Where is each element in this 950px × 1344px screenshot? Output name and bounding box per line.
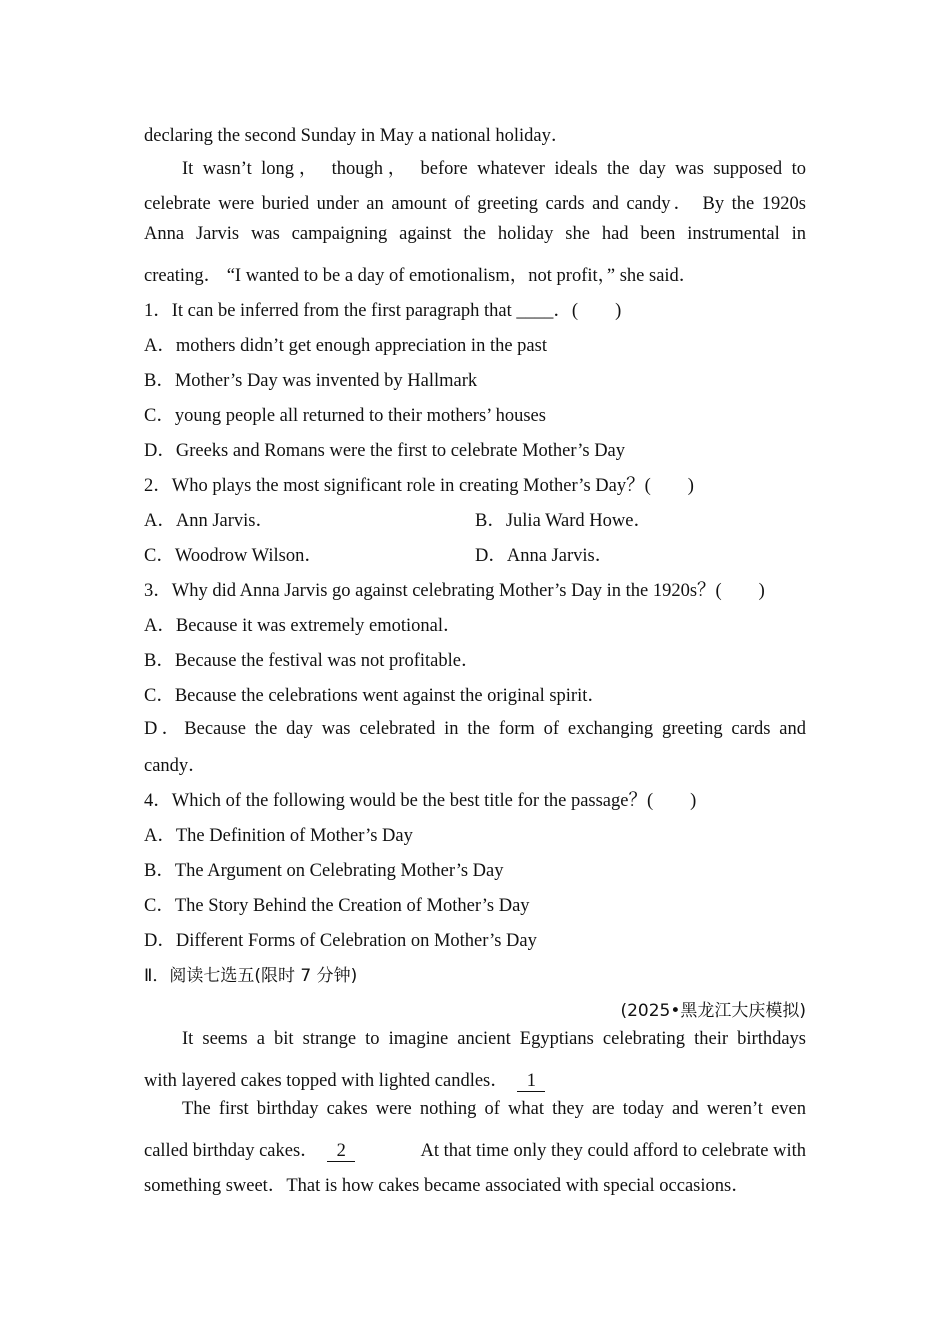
question-3-option-d-continued: candy． xyxy=(144,756,207,776)
question-2-options-row xyxy=(144,539,806,574)
question-1-option-c[interactable]: C．young people all returned to their mothers’ houses xyxy=(144,406,546,426)
question-3-option-d[interactable]: D．Because the day was celebrated in the form of exchanging greeting cards and xyxy=(144,719,806,739)
passage-line: It wasn’t long， though， before whatever ideals the day was supposed to xyxy=(182,159,806,179)
passage-line: declaring the second Sunday in May a national holiday． xyxy=(144,126,570,146)
question-2-option-a[interactable]: A．Ann Jarvis． xyxy=(144,511,275,531)
question-3-option-a[interactable]: A．Because it was extremely emotional． xyxy=(144,616,462,636)
question-1-option-b[interactable]: B．Mother’s Day was invented by Hallmark xyxy=(144,371,478,391)
passage-line: Anna Jarvis was campaigning against the holiday she had been instrumental in xyxy=(144,224,806,244)
passage-text: called birthday cakes． xyxy=(144,1141,319,1161)
document-page xyxy=(144,119,806,1204)
question-3-option-b[interactable]: B．Because the festival was not profitable． xyxy=(144,651,480,671)
question-1-option-d[interactable]: D．Greeks and Romans were the first to celebrate Mother’s Day xyxy=(144,441,626,461)
question-2-option-d[interactable]: D．Anna Jarvis． xyxy=(475,546,614,566)
question-4-option-d[interactable]: D．Different Forms of Celebration on Mother’s Day xyxy=(144,931,537,951)
passage-line-with-blank xyxy=(144,1134,806,1169)
passage-text: with layered cakes topped with lighted candles． xyxy=(144,1071,509,1091)
section-heading: Ⅱ．阅读七选五(限时 7 分钟) xyxy=(144,966,358,986)
passage-text: At that time only they could afford to celebrate with xyxy=(420,1141,806,1161)
question-4-stem: 4．Which of the following would be the best title for the passage？( ) xyxy=(144,791,697,811)
question-2-option-c[interactable]: C．Woodrow Wilson． xyxy=(144,546,323,566)
passage-line: something sweet．That is how cakes became associated with special occasions． xyxy=(144,1176,750,1196)
passage-line: It seems a bit strange to imagine ancient Egyptians celebrating their birthdays xyxy=(182,1029,806,1049)
question-2-option-b[interactable]: B．Julia Ward Howe． xyxy=(475,511,652,531)
question-1-option-a[interactable]: A．mothers didn’t get enough appreciation in the past xyxy=(144,336,547,356)
question-4-option-b[interactable]: B．The Argument on Celebrating Mother’s Day xyxy=(144,861,504,881)
question-2-stem: 2．Who plays the most significant role in creating Mother’s Day？( ) xyxy=(144,476,694,496)
passage-line: The first birthday cakes were nothing of what they are today and weren’t even xyxy=(182,1099,806,1119)
question-3-option-c[interactable]: C．Because the celebrations went against the original spirit． xyxy=(144,686,606,706)
passage-line: celebrate were buried under an amount of greeting cards and candy． By the 1920s xyxy=(144,194,806,214)
passage-line: creating． “I wanted to be a day of emotionalism，not profit，” she said． xyxy=(144,266,698,286)
question-3-stem: 3．Why did Anna Jarvis go against celebrating Mother’s Day in the 1920s？( ) xyxy=(144,581,765,601)
blank-1[interactable]: 1 xyxy=(517,1071,545,1092)
question-4-option-c[interactable]: C．The Story Behind the Creation of Mother’s Day xyxy=(144,896,530,916)
question-1-stem: 1．It can be inferred from the first paragraph that ____．( ) xyxy=(144,301,622,321)
question-4-option-a[interactable]: A．The Definition of Mother’s Day xyxy=(144,826,413,846)
source-note: (2025•黑龙江大庆模拟) xyxy=(620,1001,806,1021)
blank-2[interactable]: 2 xyxy=(327,1141,355,1162)
question-2-options-row xyxy=(144,504,806,539)
passage-line-with-blank xyxy=(144,1064,806,1099)
